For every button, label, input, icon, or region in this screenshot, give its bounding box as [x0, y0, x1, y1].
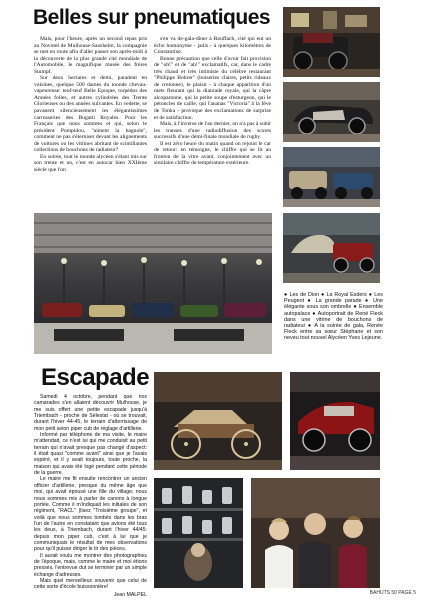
- photo-parasol-lady-car: [283, 213, 380, 283]
- paragraph: s'en va de-gala-dîner à Rouffach, cité qui eut un écho homonyme - jadis - à quelques kilomètres de Constantine.: [154, 36, 271, 56]
- paragraph: Mais quel merveilleux souvenir que celui de cette sorte d'école buissonnière!: [34, 577, 147, 591]
- photo-radiator-caps-vitrine: [154, 478, 243, 588]
- photo-caption: ● Les de Dion ● La Royal Esders ● Les Peugeot ● La grande parade ● Une élégante sous son ombrelle ● Ensemble autopalace ● Autoportrait de René Fleck dans une vitrine de bouchons de radiateur ● A la soirée de gala, Renée Fleck entre sa sœur Stéphane et son neveu tout nouvel Alycéen Yves Lejeune.: [284, 292, 383, 342]
- paragraph: Samedi 4 octobre, pendant que nos camarades s'en allaient découvrir Mulhouse, je me suis offert une petite escapade jusqu'à Triembach - proche de Sélestat - où se trouvait, durant l'hiver 44-45, le terrain d'atterrissage de mon petit avion piper cub de réglage d'artillerie.: [34, 394, 147, 432]
- article-title: Belles sur pneumatiques: [33, 6, 271, 29]
- paragraph: En soirée, tout le monde alycéen s'étant mis sur son trente et un, c'est en autocar bien XXIème siècle que l'on: [34, 153, 147, 173]
- paragraph: Bonne précaution que celle d'avoir fait provision de "oh!" et de "ah!" exclamatifs, car, dans le cadre très chaud et très intimiste du célèbre restaurant "Philippe Bohrer" (boiseries claires, petits rideaux de cretonne), le plaisir - à chaque apparition d'un mets fleurant qui la diaurade royale, qui la câpre alcoparonne, qui la petite soupe d'esturgeon, qui le pétoncles de caille, qui l'ananas "Victoria" à la fève de Tonka - provoque des exclamations de surprise et de satisfaction.: [154, 55, 271, 121]
- article-title: Escapade: [41, 364, 150, 391]
- paragraph: Informé par téléphone de ma visite, le maire m'attendait, ce n'est lui qui me conduisit au petit terrain qui n'avait presque pas changé d'aspect: il était quasi "comme avant" ainsi que je l'avais espéré, et il y avait toujours, toute proche, la maison qui avais été logé pendant cette période de la guerre.: [34, 432, 147, 477]
- article-column-1: [34, 36, 147, 204]
- escapade-text: [34, 394, 147, 598]
- photo-royal-esders: [283, 82, 380, 142]
- paragraph: Mais, à l'inverse de l'an dernier, on n'a pas à subir les transes d'une radiodiffusion des scores successifs d'une demi-finale mondiale de rugby.: [154, 121, 271, 141]
- photo-antique-automobile: [154, 372, 282, 470]
- photo-museum-grand-parade: [34, 213, 272, 354]
- page-footer: BAHUTS 50 PAGE 5: [369, 590, 416, 596]
- paragraph: Mais, pour l'heure, après un second repas pris au Novotel de Mulhouse-Sausheim, la compagnie se met en route afin d'aller passer son après-midi à la découverte de la plus grande cité mondiale de l'Automobile, le magnifique musée des frères Stumpf.: [34, 36, 147, 75]
- paragraph: Il est zéro heure du matin quand on rejoint le car de retour: en témoigne, le chiffre qui se lit au fronton de la vitre avant, conjointement avec un similaire chiffre de température extérieure.: [154, 140, 271, 167]
- paragraph: Le maire me fit ensuite rencontrer un ancien officier d'artillerie, presque du même âge que moi, qui avait épousé une fille du village; nous nous sommes mis à parler de canons à longue portée. Comme il m'indiquait les initiales de son régiment, "RACL" (lisez "Troisième groupe", et voilà que nous sommes tombés dans les bras l'un de l'autre en constatant que avions été tous les deux, à Triembach, durant l'hiver 44/45: depuis mon piper cub, c'est à lui que je communiquais le résultat de mes observations pour qu'il puisse diriger le tir des pièces.: [34, 476, 147, 553]
- paragraph: Il aurait voulu me montrer des photographies de l'époque, mais, comme le maire et moi étions pressés, l'entrevue dut se terminer par un simple échange d'adresses.: [34, 552, 147, 578]
- article-column-2: [154, 36, 271, 204]
- photo-peugeot-row: [283, 147, 380, 207]
- photo-red-car-detail: [290, 372, 380, 470]
- author-signature: Jean MALPEL: [113, 591, 147, 598]
- photo-vintage-car-display: [283, 7, 380, 77]
- paragraph: Sur deux hectares et demi, paradent en voisines, quelque 500 dames du monde chevau-vapeureuse: teuf-teuf Belle Epoque, torpédos des Années folles, et autres cylindrées des Trente Glorieuses ou des années suivantes. En vedette, se pavanent silencieusement les élégantissimes carrosseries des Bugatti Royales. Pour les Français que nous sommes et qui, selon le président Pompidou, "aiment la bagnole", comment ne pas s'éterniser devant les alignements de voitures ou les vitrines abritant de scintillantes collections de bouchons de radiateur?: [34, 75, 147, 154]
- photo-gala-evening: [251, 478, 380, 588]
